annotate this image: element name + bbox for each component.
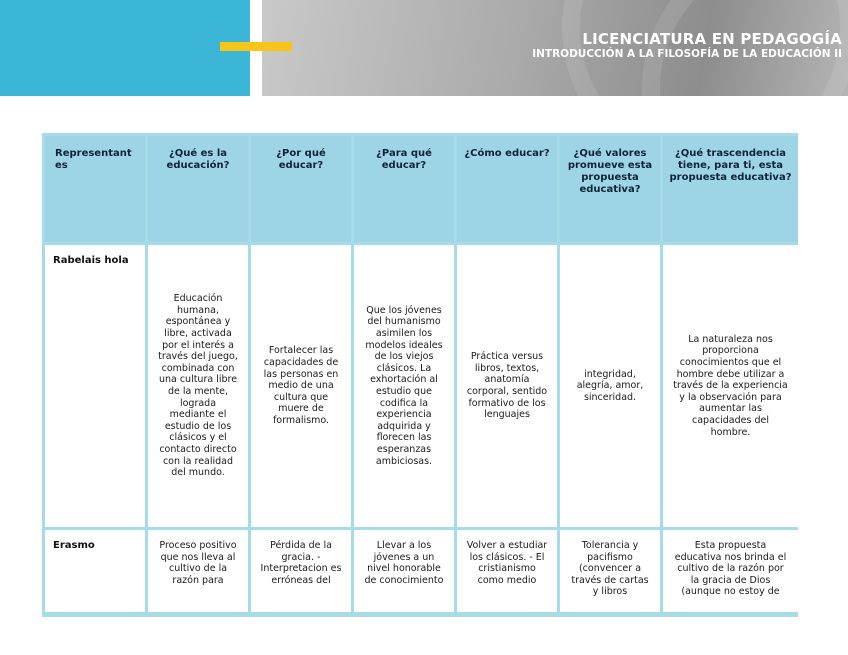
table-cell: Que los jóvenes del humanismo asimilen los modelos ideales de los viejos clásicos. La exhortación al estudio que codifica la experiencia adquirida y florecen las esperanzas ambiciosas. [354,245,454,527]
course-title: INTRODUCCIÓN A LA FILOSOFÍA DE LA EDUCACIÓN II [532,48,842,60]
table-row [45,530,798,612]
table-cell [663,530,798,612]
header-banner [0,0,848,96]
header-cell: ¿Qué valores promueve esta propuesta educativa? [560,136,660,242]
table-cell: integridad, alegría, amor, sinceridad. [560,245,660,527]
comparison-table-wrapper [42,133,798,617]
table-cell [457,530,557,612]
cell-text: Proceso positivo que nos lleva al cultivo de la razón para [159,540,237,586]
table-cell [560,530,660,612]
representative-name: Rabelais hola [45,245,145,527]
table-cell [148,530,248,612]
banner-blue-panel [0,0,250,96]
table-cell: Práctica versus libros, textos, anatomía corporal, sentido formativo de los lenguajes [457,245,557,527]
comparison-table [42,133,801,615]
cell-text: Tolerancia y pacifismo (convencer a través de cartas y libros [571,540,649,598]
banner-accent-bar [220,42,292,51]
cell-text: Esta propuesta educativa nos brinda el cultivo de la razón por la gracia de Dios (aunque no estoy de [674,540,787,598]
table-cell [251,530,351,612]
header-cell: ¿Qué es la educación? [148,136,248,242]
cell-text: Volver a estudiar los clásicos. - El cristianismo como medio [466,540,548,586]
table-cell: La naturaleza nos proporciona conocimientos que el hombre debe utilizar a través de la experiencia y la observación para aumentar las capacidades del hombre. [663,245,798,527]
table-cell [354,530,454,612]
table-cell: Fortalecer las capacidades de las personas en medio de una cultura que muere de formalismo. [251,245,351,527]
banner-titles [532,31,842,61]
header-cell: ¿Cómo educar? [457,136,557,242]
header-cell: ¿Para qué educar? [354,136,454,242]
cell-text: Pérdida de la gracia. - Interpretacion es erróneas del [260,540,342,586]
table-cell: Educación humana, espontánea y libre, activada por el interés a través del juego, combinada con una cultura libre de la mente, lograda mediante el estudio de los clásicos y el contacto directo con la realidad del mundo. [148,245,248,527]
table-row [45,245,798,527]
program-title: LICENCIATURA EN PEDAGOGÍA [582,30,842,48]
cell-text: Llevar a los jóvenes a un nivel honorable de conocimiento [364,540,444,586]
header-cell: ¿Qué trascendencia tiene, para ti, esta propuesta educativa? [663,136,798,242]
header-cell: Representant es [45,136,145,242]
header-cell: ¿Por qué educar? [251,136,351,242]
table-header-row [45,136,798,242]
representative-name: Erasmo [45,530,145,612]
